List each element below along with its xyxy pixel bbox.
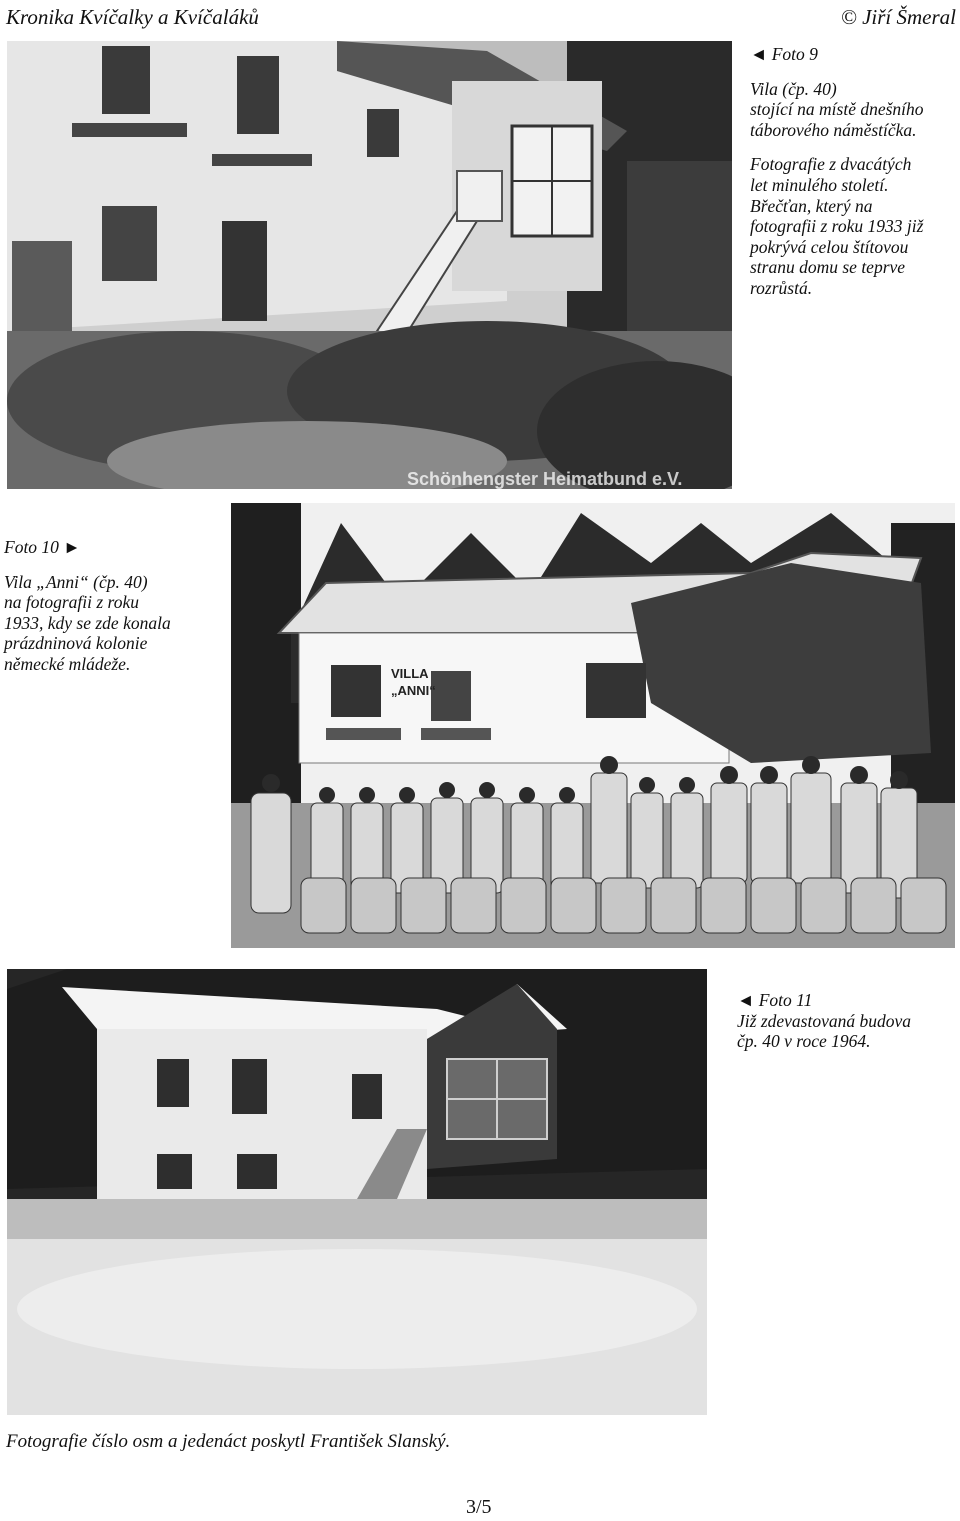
photo-10-villa-anni-1933	[231, 503, 955, 948]
caption-line: 1933, kdy se zde konala	[4, 612, 171, 633]
caption-line: stranu domu se teprve	[750, 257, 906, 278]
caption-line: Fotografie z dvacátých	[750, 154, 912, 175]
page-number: 3/5	[466, 1496, 492, 1518]
copyright-author: © Jiří Šmeral	[840, 5, 956, 29]
photo-10-caption	[4, 537, 171, 675]
photo-9-villa-1920s	[7, 41, 732, 489]
photo-11-title: ◄ Foto 11	[737, 990, 813, 1010]
caption-line: Vila „Anni“ (čp. 40)	[4, 571, 148, 592]
photo-credit: Fotografie číslo osm a jedenáct poskytl František Slanský.	[6, 1431, 451, 1452]
caption-line: čp. 40 v roce 1964.	[737, 1031, 871, 1052]
photo-11-caption	[737, 990, 911, 1052]
photo-10-title: Foto 10 ►	[4, 537, 81, 557]
photo-9-caption	[750, 44, 924, 299]
caption-line: rozrůstá.	[750, 277, 813, 298]
photo-11-devastated-building-1964	[7, 969, 707, 1415]
photo-9-watermark: Schönhengster Heimatbund e.V.	[407, 469, 683, 489]
photo-9-title: ◄ Foto 9	[750, 44, 818, 64]
caption-line: Vila (čp. 40)	[750, 78, 837, 99]
caption-line: táborového náměstíčka.	[750, 119, 917, 140]
caption-line: fotografii z roku 1933 již	[750, 216, 924, 237]
caption-line: pokrývá celou štítovou	[750, 236, 909, 257]
caption-line: let minulého století.	[750, 174, 889, 195]
caption-line: Již zdevastovaná budova	[737, 1010, 911, 1031]
caption-line: stojící na místě dnešního	[750, 99, 924, 120]
caption-line: na fotografii z roku	[4, 592, 139, 613]
chronicle-title: Kronika Kvíčalky a Kvíčaláků	[6, 5, 259, 29]
villa-sign-line-2: „ANNI“	[391, 683, 436, 698]
caption-line: německé mládeže.	[4, 653, 131, 674]
caption-line: prázdninová kolonie	[4, 633, 148, 654]
villa-sign-line-1: VILLA	[391, 666, 429, 681]
caption-line: Břečťan, který na	[750, 195, 873, 216]
